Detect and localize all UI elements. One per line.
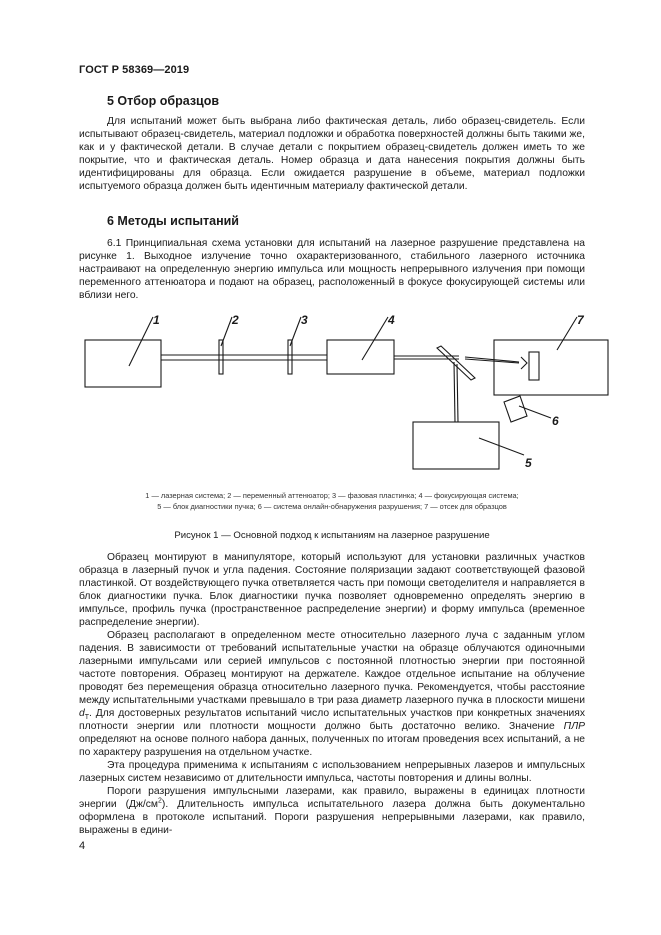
p2-symbol: d (79, 708, 85, 719)
figure-caption: Рисунок 1 — Основной подход к испытаниям на лазерное разрушение (174, 530, 490, 541)
leader-4 (362, 317, 388, 360)
section-6-text: 6.1 Принципиальная схема установки для испытаний на лазерное разрушение представлена на рисунке 1. Выходное излучение точно охарактеризованного, стабильного лазерного источника настраивают на определенную энергию импульса или мощность непрерывного излучения при помощи переменного аттенюатора и подают на образец, расположенный в фокусе фокусирующей системы или вблизи него. (79, 238, 585, 301)
figure-label-3: 3 (301, 313, 308, 327)
p2-part-a: Образец располагают в определенном месте относительно лазерного луча с заданным углом падения. В зависимости от требований испытательные участки на образце облучаются одиночными лазерными импульсами или серией импульсов с постоянной плотностью энергии при постоянной частоте повторения. Образец монтируют на держателе. Каждое отдельное испытание на облучение проводят без перемещения образца относительно лазерного пучка. Рекомендуется, чтобы расстояние между испытательными участками превышало в три раза диаметр лазерного пучка в плоскости мишени (79, 630, 585, 706)
laser-system-box (85, 340, 161, 387)
leader-6 (519, 406, 551, 418)
p2-abbreviation: ПЛР (563, 721, 585, 732)
p2-part-b: . Для достоверных результатов испытаний число испытательных участков при конкретных значениях плотности энергии или плотности мощности должно быть достаточно велико. Значение (79, 708, 585, 732)
p2-subscript: T (84, 714, 90, 722)
leader-3 (290, 317, 301, 346)
body-paragraphs (79, 551, 585, 837)
sample-compartment-box (494, 340, 608, 395)
body-paragraph-4 (79, 785, 585, 837)
figure-label-5: 5 (525, 456, 532, 470)
body-paragraph-1: Образец монтируют в манипуляторе, который используют для установки различных участков образца в лазерный пучок и угла падения. Состояние поляризации задают соответствующей фазовой пластинкой. От воздействующего пучка ответвляется часть при помощи светоделителя и направляется в блок диагностики пучка. Блок диагностики пучка позволяет одновременно определять энергию в импульсе, профиль пучка (пространственное распределение энергии) и форму импульса (временное распределение энергии). (79, 552, 585, 628)
laser-setup-diagram (79, 310, 619, 490)
split-beam-line (454, 362, 455, 422)
figure-legend (79, 490, 585, 512)
section-5-title: 5 Отбор образцов (107, 94, 220, 108)
section-6-title: 6 Методы испытаний (107, 214, 239, 228)
page-number: 4 (79, 840, 86, 852)
sample-plate (529, 352, 539, 380)
legend-line-2: 5 — блок диагностики пучка; 6 — система онлайн-обнаружения разрушения; 7 — отсек для образцов (157, 502, 507, 511)
beam-diagnostics-box (413, 422, 499, 469)
legend-line-1: 1 — лазерная система; 2 — переменный аттенюатор; 3 — фазовая пластинка; 4 — фокусирующая система; (145, 491, 519, 500)
beam-hit-arrow (521, 357, 527, 369)
body-paragraph-2 (79, 629, 585, 759)
standard-header: ГОСТ Р 58369—2019 (79, 64, 190, 76)
p2-part-c: определяют на основе полного набора данных, полученных по итогам проведения всех испытаний, а не по характеру разрушения на отдельном участке. (79, 734, 585, 758)
leader-1 (129, 317, 153, 366)
leader-5 (479, 438, 524, 455)
p4-part-b: ). Длительность импульса испытательного лазера должна быть документально оформлена в протоколе испытаний. Пороги разрушения непрерывными лазерами, как правило, выражены в едини- (79, 799, 585, 836)
split-beam-line-2 (457, 364, 458, 422)
section-5-paragraph (79, 115, 585, 193)
p4-part-a: Пороги разрушения импульсными лазерами, как правило, выражены в единицах плотности энергии (Дж/см (79, 786, 585, 810)
section-5-text: Для испытаний может быть выбрана либо фактическая деталь, либо образец-свидетель. Если испытывают образец-свидетель, материал подложки и обработка поверхностей должны быть такими же, как и у фактической детали. В случае детали с покрытием образец-свидетель должен иметь то же покрытие, что и фактическая деталь. Номер образца и дата нанесения покрытия должны быть идентифицированы для образца. Если ожидается разрушение в объеме, материал подложки испытуемого образца должен быть идентичным материалу фактической детали. (79, 116, 585, 192)
focusing-system-box (327, 340, 394, 374)
body-paragraph-3: Эта процедура применима к испытаниям с использованием непрерывных лазеров и импульсных лазерных систем независимо от длительности импульса, частоты повторения и длины волны. (79, 760, 585, 784)
figure-label-1: 1 (153, 313, 160, 327)
figure-label-7: 7 (577, 313, 584, 327)
damage-detection-box (504, 396, 527, 422)
beam-splitter (437, 346, 475, 380)
section-6-paragraph (79, 237, 585, 302)
leader-7 (557, 317, 577, 350)
figure-label-2: 2 (232, 313, 239, 327)
figure-label-4: 4 (388, 313, 395, 327)
p4-superscript: 2 (158, 797, 162, 805)
figure-label-6: 6 (552, 414, 559, 428)
leader-2 (221, 317, 232, 346)
